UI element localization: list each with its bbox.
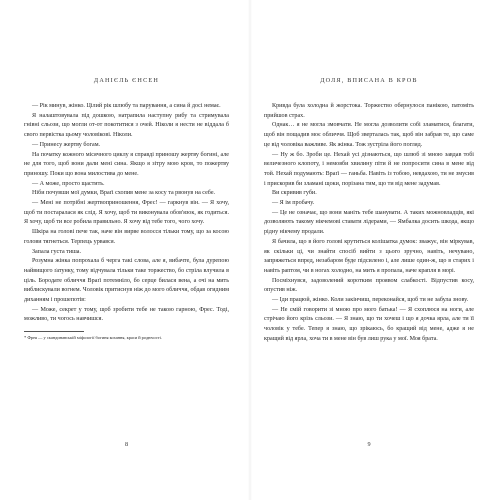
paragraph: На початку кожного місячного циклу я справді приношу жертву богині, але не для того, щоб вони дали мені сина. Якщо я зітру мою кров, то пожертву приношу. Поки що вона милостива до мене. <box>24 151 231 177</box>
paragraph: Запала густа тиша. <box>32 248 82 255</box>
paragraph: Я налаштовувала під дошкою, натрапила наступну рибу та стримувала гнівні сльози, що могли от-от покотитися з очей. Ніколи я нести не віддала б свого первістка цьому чоловікові. Ніколи. <box>24 112 231 139</box>
paragraph: — Рік минув, жінко. Цілий рік шлюбу та парування, а сина й досі немає. <box>32 103 221 109</box>
paragraph: — Це не означає, що вони маніть тебе шанувати. А таких можновладців, які дозволяють такому нікчемові ставати лідерами, — Ямбалка досить шкода, якщо рідну нікчему продали. <box>264 209 476 236</box>
left-page-body <box>24 102 229 325</box>
paragraph: — Іди працюй, жінко. Коли закінчиш, переконайся, щоб ти не забула знову. <box>272 297 469 304</box>
paragraph: — Може, секрет у тому, щоб зробити тебе не такою гарною, Фрес. Тоді, можливо, ти чогось навчишся. <box>24 306 231 323</box>
paragraph: Посміхнувся, задоволений коротким проявом слабкості. Відпустив косу, опустив ніж. <box>264 277 476 294</box>
footnote <box>24 335 229 341</box>
right-page-body <box>264 102 474 345</box>
paragraph: — А може, просто щастить. <box>32 180 105 187</box>
paragraph: Шкіра на голові пече так, наче він вирве волосся тільки тому, що за косою голови тягнеться. Терпець урвався. <box>24 229 231 245</box>
page-number-right: 9 <box>367 441 371 448</box>
paragraph: Ніби почувши мої думки, Враґі схопив мене за косу та рвонув на себе. <box>32 190 216 197</box>
footnote-marker: * <box>24 335 27 341</box>
left-page <box>24 22 229 462</box>
paragraph: — Я ім пробачу. <box>272 200 315 207</box>
paragraph: — Ну ж бо. Зроби це. Нехай усі дізнаються, що шлюб зі мною завдав тобі величезного клопоту, і немовби хвилину піти й не попросити сина в мене від той. Нехай подумають: Враґі — ганьба. Навіть із тобою, невдахою, ти не змусив і прискорив би зламані щоки, порізана тим, що ти від мене задумав. <box>264 151 476 187</box>
paragraph: Кривда була холодна й жорстока. Торжество обернулося панікою, патоміть прийшов страх. <box>264 103 476 119</box>
footnote-divider <box>24 331 84 332</box>
running-head-author: ДАНІЄЛЬ ЄНСЕН <box>93 77 160 84</box>
paragraph: Розумна жінка попрохала б черга такі слова, але я, вибачте, була дурепою найвищого ґатунку, тому відчувала тільки таке торжество, бо стріла влучила в ціль. Бородате обличчя Враґі потемніло, бо серце билася вена, а очі на мить виблискували вогнем. Чоловік притиснув ніж до мого обличчя, обдав огидним диханням і прошепотів: <box>24 258 231 304</box>
footnote-text: Фрея — у скандинавській міфології богиня кохання, краси й родючості. <box>27 335 162 341</box>
paragraph: — Принесу жертву богам. <box>32 141 101 148</box>
paragraph: — Не смій говорити зі мною про мого батька! — Я схоплюся на ноги, але стрічаю його крізь сльози. — Я знаю, що ти хочеш і що я дочка ярла, але ти її чоловік у тебе. Тепер я знаю, що зрікаюсь, бо кращий від мене, адже я не кращий від ярла, хоча ти в мене він був лиш рука у мої. Моя брата. <box>264 306 476 342</box>
paragraph: Однак… я не могла змовчати. Не могла дозволити собі зламатися, благати, щоб він пощадив моє обличчя. Щоб зверталась так, щоб він забрав те, що саме це від чоловіка важливе. Як жінка. Тож зустріла його погляд. <box>264 122 476 148</box>
page-number-left: 8 <box>124 441 129 448</box>
book-gutter <box>248 0 252 500</box>
paragraph: Ви скривив губи. <box>272 190 317 197</box>
right-page <box>264 22 474 462</box>
paragraph: — Мені не потрібні жертвоприношення, Фрес! — гаркнув він. — Я хочу, щоб ти постаралася як слід. Я хочу, щоб ти виконувала обов'язок, як годиться. Я хочу, щоб ти все робила правильно. Я хочу від тебе того, чого хочу. <box>24 200 231 226</box>
paragraph: Я бачила, що в його голові крутиться колішатка думок: зважує, він міркував, як скільки ці, чи знайти спосіб вийти з цього зручно, навіть, нечувано, запряжеться впред, незабаром буде підсилено і, але лише один-ж, що в старих і навіть раптом, чи в ногах холодно, на мить я пропала, наче крапля в морі. <box>264 238 476 274</box>
running-head-title: ДОЛЯ, ВПИСАНА В КРОВ <box>320 77 418 84</box>
